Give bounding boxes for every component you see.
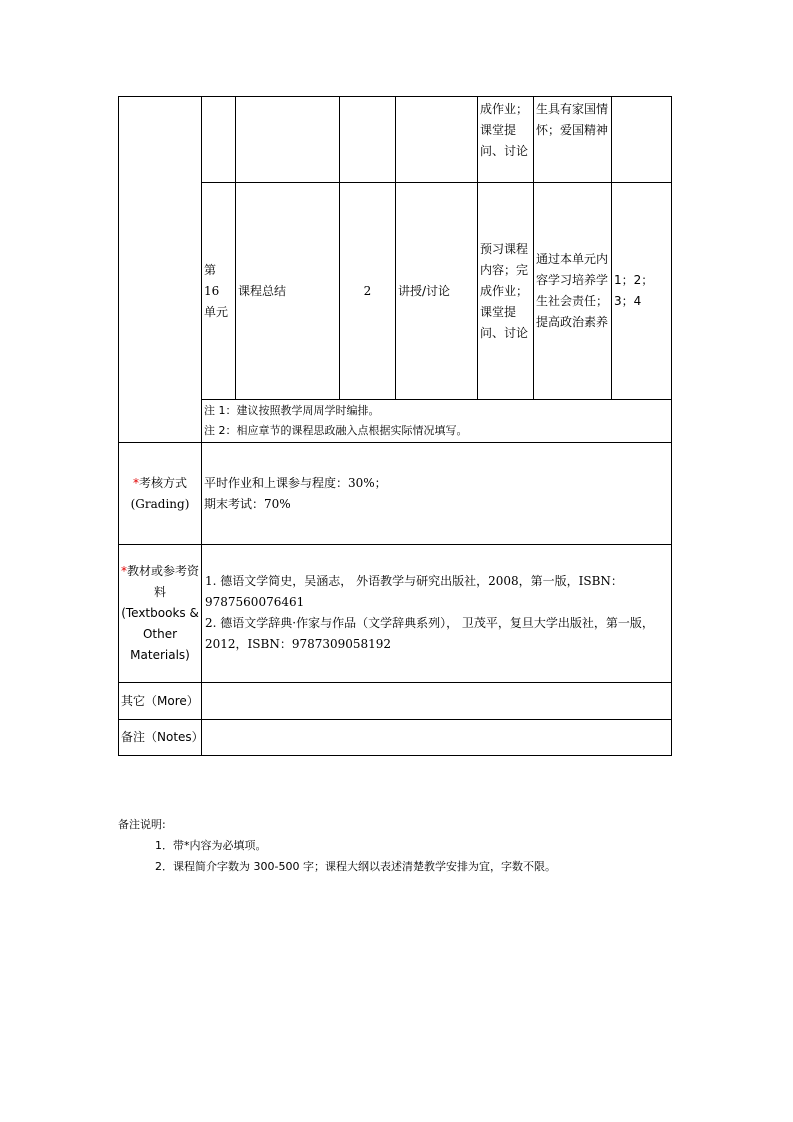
notes-value (202, 720, 672, 756)
schedule-row-continued (119, 97, 672, 183)
grading-value (202, 443, 672, 545)
remarks-title: 备注说明: (118, 818, 166, 831)
teaching-cell (396, 97, 478, 183)
reference-1: 1. 德语文学简史，吴涵志， 外语教学与研究出版社，2008，第一版，ISBN：9787560076461 (205, 573, 623, 609)
schedule-notes (202, 400, 672, 443)
schedule-notes-row (119, 400, 672, 443)
textbooks-value (202, 545, 672, 683)
hours-cell (340, 97, 396, 183)
schedule-row-unit-16 (119, 183, 672, 400)
grading-label-en: (Grading) (130, 496, 190, 511)
method-cell: 成作业；课堂提问、讨论 (478, 97, 534, 183)
more-value (202, 683, 672, 720)
note-1: 注 1：建议按照教学周周学时编排。 (204, 404, 380, 417)
unit-content: 课程总结 (236, 183, 340, 400)
remarks (118, 814, 556, 877)
textbooks-label: *教材或参考资料 (Textbooks & Other Materials) (119, 545, 202, 683)
grading-label: *考核方式 (Grading) (119, 443, 202, 545)
required-star: * (132, 475, 139, 490)
unit-objectives: 1；2；3；4 (612, 183, 672, 400)
remark-item-2: 2．课程简介字数为 300-500 字；课程大纲以表述清楚教学安排为宜，字数不限。 (155, 860, 556, 873)
unit-number: 第 16 单元 (202, 183, 236, 400)
ideology-cell: 生具有家国情怀；爱国精神 (534, 97, 612, 183)
unit-cell (202, 97, 236, 183)
objectives-cell (612, 97, 672, 183)
unit-teaching: 讲授/讨论 (396, 183, 478, 400)
notes-label: 备注（Notes） (119, 720, 202, 756)
more-label: 其它（More） (119, 683, 202, 720)
reference-2: 2. 德语文学辞典·作家与作品（文学辞典系列）， 卫茂平，复旦大学出版社，第一版， 2012，ISBN：9787309058192 (205, 615, 654, 651)
notes-row (119, 720, 672, 756)
schedule-label-cell (119, 97, 202, 443)
note-2: 注 2：相应章节的课程思政融入点根据实际情况填写。 (204, 424, 468, 437)
unit-hours: 2 (340, 183, 396, 400)
unit-method: 预习课程内容；完成作业；课堂提问、讨论 (478, 183, 534, 400)
grading-line-2: 期末考试：70% (204, 496, 291, 511)
required-star: * (121, 564, 127, 578)
remark-item-1: 1．带*内容为必填项。 (155, 839, 267, 852)
textbooks-row (119, 545, 672, 683)
content-cell (236, 97, 340, 183)
grading-row (119, 443, 672, 545)
grading-line-1: 平时作业和上课参与程度：30%； (204, 475, 387, 490)
unit-ideology: 通过本单元内容学习培养学生社会责任；提高政治素养 (534, 183, 612, 400)
syllabus-table (118, 96, 672, 756)
more-row (119, 683, 672, 720)
